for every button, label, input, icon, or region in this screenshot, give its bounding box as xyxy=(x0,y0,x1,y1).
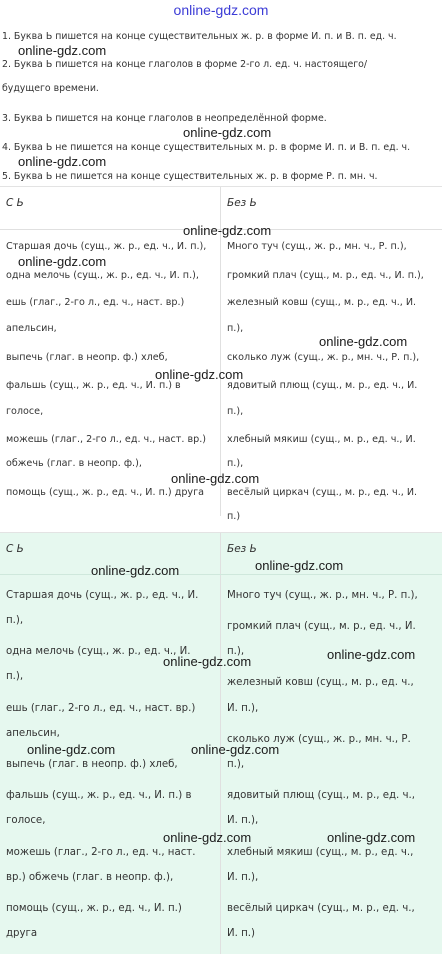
table-line: выпечь (глаг. в неопр. ф.) хлеб, xyxy=(6,352,168,363)
table-line: ешь (глаг., 2-го л., ед. ч., наст. вр.) xyxy=(6,703,196,714)
table-line: весёлый циркач (сущ., м. р., ед. ч., xyxy=(227,903,415,914)
table-line: выпечь (глаг. в неопр. ф.) хлеб, xyxy=(6,759,178,770)
table-line: п.), xyxy=(227,406,244,417)
table-line: Старшая дочь (сущ., ж. р., ед. ч., И. xyxy=(6,590,199,601)
rule-1: 1. Буква Ь пишется на конце существительных ж. р. в форме И. п. и В. п. ед. ч. xyxy=(2,31,397,42)
watermark: online-gdz.com xyxy=(163,830,252,845)
table-line: можешь (глаг., 2-го л., ед. ч., наст. вр.) xyxy=(6,434,207,445)
table-line: п.), xyxy=(227,323,244,334)
table-line: громкий плач (сущ., м. р., ед. ч., И. п.), xyxy=(227,270,424,281)
table-line: п.), xyxy=(227,646,245,657)
column-header-without: Без Ь xyxy=(227,543,257,555)
table-line: п.), xyxy=(6,615,24,626)
table-line: помощь (сущ., ж. р., ед. ч., И. п.) друга xyxy=(6,487,205,498)
table-green xyxy=(0,532,442,954)
table-line: голосе, xyxy=(6,815,46,826)
table-line: фальшь (сущ., ж. р., ед. ч., И. п.) в xyxy=(6,380,181,391)
table-line: ядовитый плющ (сущ., м. р., ед. ч., xyxy=(227,790,415,801)
table-line: п.), xyxy=(227,759,245,770)
table-line: вр.) обжечь (глаг. в неопр. ф.), xyxy=(6,872,174,883)
watermark: online-gdz.com xyxy=(18,154,107,169)
table-line: И. п.) xyxy=(227,928,255,939)
watermark: online-gdz.com xyxy=(18,43,107,58)
watermark: online-gdz.com xyxy=(171,471,260,486)
table-line: железный ковш (сущ., м. р., ед. ч., xyxy=(227,677,414,688)
table-line: п.), xyxy=(227,458,244,469)
table-line: одна мелочь (сущ., ж. р., ед. ч., И. п.), xyxy=(6,270,199,281)
table-line: сколько луж (сущ., ж. р., мн. ч., Р. п.), xyxy=(227,352,420,363)
table-line: апельсин, xyxy=(6,323,57,334)
table-line: можешь (глаг., 2-го л., ед. ч., наст. xyxy=(6,847,196,858)
table-line: И. п.), xyxy=(227,703,259,714)
watermark: online-gdz.com xyxy=(327,830,416,845)
table-line: И. п.), xyxy=(227,815,259,826)
watermark: online-gdz.com xyxy=(255,558,344,573)
table-line: Старшая дочь (сущ., ж. р., ед. ч., И. п.), xyxy=(6,241,207,252)
rule-5: 5. Буква Ь не пишется на конце существительных ж. р. в форме Р. п. мн. ч. xyxy=(2,171,378,182)
table-line: фальшь (сущ., ж. р., ед. ч., И. п.) в xyxy=(6,790,192,801)
table-white xyxy=(0,186,442,522)
rule-4: 4. Буква Ь не пишется на конце существительных м. р. в форме И. п. и В. п. ед. ч. xyxy=(2,142,411,153)
site-title[interactable]: online-gdz.com xyxy=(173,2,269,18)
column-header-with: С Ь xyxy=(6,543,24,555)
table-line: железный ковш (сущ., м. р., ед. ч., И. xyxy=(227,297,417,308)
watermark: online-gdz.com xyxy=(327,647,416,662)
table-line: громкий плач (сущ., м. р., ед. ч., И. xyxy=(227,621,416,632)
table-line: весёлый циркач (сущ., м. р., ед. ч., И. xyxy=(227,487,418,498)
table-line: ядовитый плющ (сущ., м. р., ед. ч., И. xyxy=(227,380,418,391)
table-line: помощь (сущ., ж. р., ед. ч., И. п.) xyxy=(6,903,182,914)
table-line: друга xyxy=(6,928,38,939)
watermark: online-gdz.com xyxy=(27,742,116,757)
watermark: online-gdz.com xyxy=(91,563,180,578)
table-line: хлебный мякиш (сущ., м. р., ед. ч., xyxy=(227,847,414,858)
table-line: Много туч (сущ., ж. р., мн. ч., Р. п.), xyxy=(227,590,418,601)
watermark: online-gdz.com xyxy=(183,223,272,238)
column-header-with: С Ь xyxy=(6,197,24,209)
table-line: И. п.), xyxy=(227,872,259,883)
watermark: online-gdz.com xyxy=(18,254,107,269)
watermark: online-gdz.com xyxy=(163,654,252,669)
table-line: ешь (глаг., 2-го л., ед. ч., наст. вр.) xyxy=(6,297,185,308)
table-line: Много туч (сущ., ж. р., мн. ч., Р. п.), xyxy=(227,241,407,252)
table-line: обжечь (глаг. в неопр. ф.), xyxy=(6,458,142,469)
header-divider xyxy=(0,229,442,230)
table-line: голосе, xyxy=(6,406,44,417)
table-line: п.) xyxy=(227,511,241,522)
watermark: online-gdz.com xyxy=(183,125,272,140)
watermark: online-gdz.com xyxy=(319,334,408,349)
watermark: online-gdz.com xyxy=(191,742,280,757)
rule-3: 3. Буква Ь пишется на конце глаголов в неопределённой форме. xyxy=(2,113,327,124)
table-line: хлебный мякиш (сущ., м. р., ед. ч., И. xyxy=(227,434,416,445)
rule-2-cont: будущего времени. xyxy=(2,83,99,94)
table-line: апельсин, xyxy=(6,728,60,739)
header-divider xyxy=(0,574,442,575)
column-header-without: Без Ь xyxy=(227,197,257,209)
watermark: online-gdz.com xyxy=(155,367,244,382)
table-line: сколько луж (сущ., ж. р., мн. ч., Р. xyxy=(227,734,411,745)
table-line: одна мелочь (сущ., ж. р., ед. ч., И. xyxy=(6,646,191,657)
rule-2: 2. Буква Ь пишется на конце глаголов в форме 2-го л. ед. ч. настоящего/ xyxy=(2,59,368,70)
table-line: п.), xyxy=(6,671,24,682)
